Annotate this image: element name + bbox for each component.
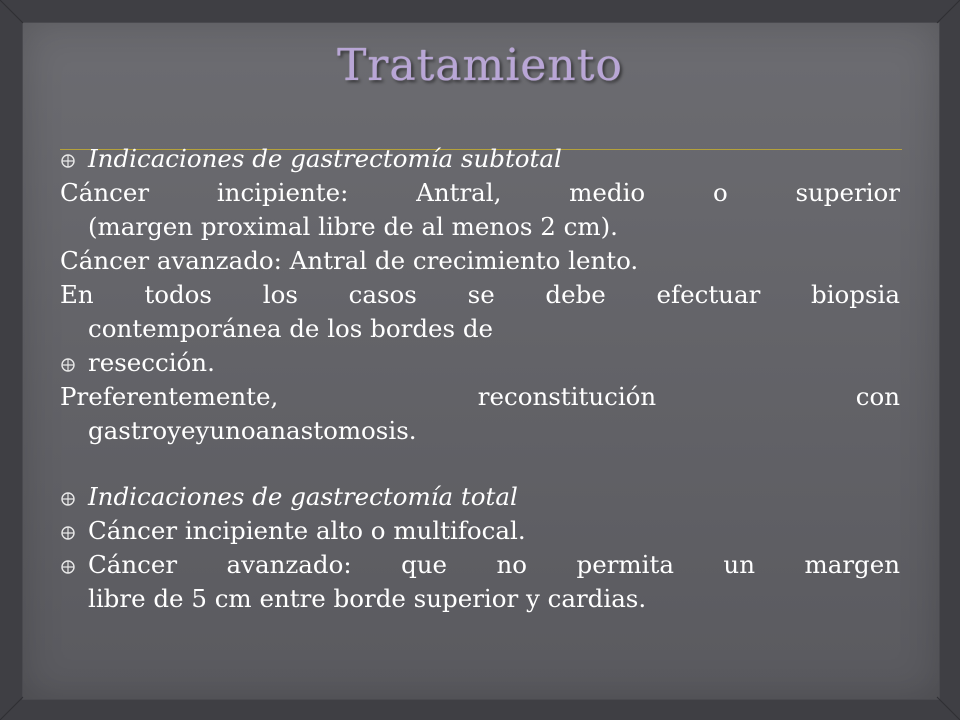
item-text-line2: (margen proximal libre de al menos 2 cm). <box>88 212 618 241</box>
item-text: Cáncer avanzado: Antral de crecimiento lento. <box>60 246 639 275</box>
item-text-line1: Preferentemente, reconstitución con <box>60 382 900 411</box>
list-item-continuation <box>60 312 900 346</box>
bullet-icon <box>60 548 88 582</box>
list-item <box>60 244 900 278</box>
list-item <box>60 176 900 210</box>
list-item <box>60 278 900 312</box>
list-item <box>60 514 900 548</box>
item-text-line2: contemporánea de los bordes de <box>88 314 494 343</box>
list-item-continuation <box>60 210 900 244</box>
list-item <box>60 480 900 514</box>
item-text: Indicaciones de gastrectomía total <box>88 482 518 511</box>
item-text-line1: Cáncer incipiente: Antral, medio o superior <box>60 178 900 207</box>
slide-title: Tratamiento <box>337 40 623 91</box>
spacer <box>60 448 900 480</box>
list-item-continuation <box>60 582 900 616</box>
bullet-icon <box>60 480 88 514</box>
bullet-icon <box>60 142 88 176</box>
list-item-continuation <box>60 414 900 448</box>
item-text: Cáncer incipiente alto o multifocal. <box>88 516 526 545</box>
item-text: resección. <box>88 348 215 377</box>
bullet-icon <box>60 346 88 380</box>
list-item <box>60 142 900 176</box>
item-text-line1: En todos los casos se debe efectuar biopsia <box>60 280 900 309</box>
item-text-line2: gastroyeyunoanastomosis. <box>88 416 417 445</box>
item-text-line1: Cáncer avanzado: que no permita un margen <box>88 550 900 579</box>
list-item <box>60 380 900 414</box>
item-text-line2: libre de 5 cm entre borde superior y cardias. <box>88 584 647 613</box>
list-item <box>60 548 900 582</box>
list-item <box>60 346 900 380</box>
slide-body <box>60 142 900 616</box>
bullet-icon <box>60 514 88 548</box>
item-text: Indicaciones de gastrectomía subtotal <box>88 144 562 173</box>
